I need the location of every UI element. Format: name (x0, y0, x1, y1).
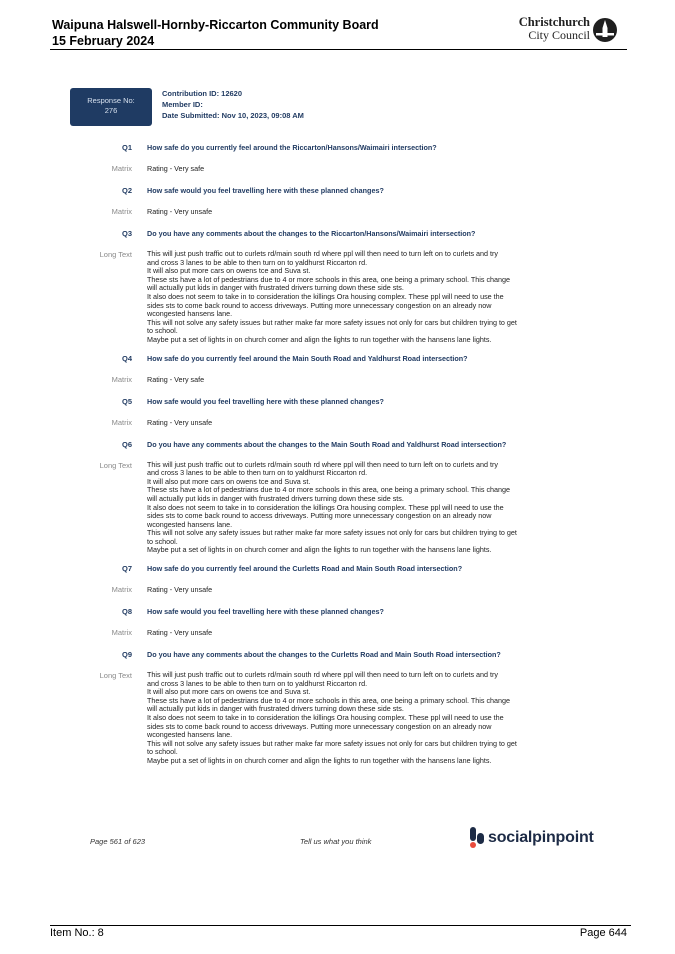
comment-line: This will not solve any safety issues but rather make far more safety issues not only for cars but children trying to get (147, 738, 517, 748)
comment-line: Maybe put a set of lights in on church corner and align the lights to run together with the hansens lane lights. (147, 756, 492, 765)
question-list (60, 140, 620, 772)
comment-text (147, 671, 587, 766)
comment-line: It also does not seem to take in to consideration the killings Ora housing complex. These ppl will need to use the (147, 713, 504, 723)
question-text: Do you have any comments about the changes to the Riccarton/Hansons/Waimairi intersection? (147, 229, 476, 238)
answer-type: Matrix (111, 585, 132, 595)
comment-line: It also does not seem to take in to consideration the killings Ora housing complex. These ppl will need to use the (147, 291, 504, 301)
question-row (60, 604, 620, 626)
question-text: Do you have any comments about the changes to the Main South Road and Yaldhurst Road intersection? (147, 439, 507, 449)
date-label: Date Submitted: (162, 111, 220, 120)
question-text: How safe would you feel travelling here with these planned changes? (147, 396, 384, 406)
answer-type: Matrix (111, 628, 132, 638)
member-label: Member ID: (162, 100, 203, 109)
item-number: Item No.: 8 (50, 927, 104, 939)
comment-line: This will just push traffic out to curlets rd/main south rd where ppl will then need to turn left on to curlets and try (147, 459, 499, 469)
date-submitted: Nov 10, 2023, 09:08 AM (221, 111, 304, 120)
comment-line: and cross 3 lanes to be able to then turn on to yaldhurst Riccarton rd. (147, 257, 368, 267)
comment-line: wcongested hansens lane. (147, 309, 233, 319)
comment-line: These sts have a lot of pedestrians due to 4 or more schools in this area, one being a primary school. This change (147, 485, 511, 495)
comment-line: wcongested hansens lane. (147, 730, 233, 740)
answer-type: Long Text (99, 671, 132, 681)
board-title: Waipuna Halswell-Hornby-Riccarton Community Board (52, 18, 379, 32)
logo-line2: City Council (528, 28, 590, 42)
answer-value: Rating - Very safe (147, 374, 205, 384)
question-text: Do you have any comments about the changes to the Curletts Road and Main South Road intersection? (147, 650, 501, 660)
meeting-date: 15 February 2024 (52, 34, 155, 48)
long-text-row (60, 248, 620, 351)
response-label: Response No: (87, 96, 135, 105)
socialpinpoint-logo (470, 826, 594, 850)
answer-row (60, 583, 620, 604)
comment-line: sides sts to come back round to access driveways. Putting more unnecessary congestion on an already now (147, 511, 492, 521)
cathedral-icon (592, 17, 618, 43)
question-row (60, 437, 620, 459)
comment-line: to school. (147, 536, 178, 546)
question-text: How safe do you currently feel around the Curletts Road and Main South Road intersection? (147, 564, 463, 574)
answer-row (60, 416, 620, 437)
long-text-row (60, 669, 620, 772)
comment-line: This will just push traffic out to curlets rd/main south rd where ppl will then need to turn left on to curlets and try (147, 670, 499, 680)
answer-type: Matrix (111, 417, 132, 427)
comment-line: sides sts to come back round to access driveways. Putting more unnecessary congestion on an already now (147, 721, 492, 731)
contribution-id: 12620 (221, 89, 243, 98)
comment-line: It also does not seem to take in to consideration the killings Ora housing complex. These ppl will need to use the (147, 502, 504, 512)
question-row (60, 226, 620, 248)
question-number: Q8 (121, 607, 132, 617)
answer-row (60, 626, 620, 647)
question-text: How safe do you currently feel around the Riccarton/Hansons/Waimairi intersection? (147, 143, 437, 152)
question-row (60, 647, 620, 669)
question-row (60, 183, 620, 205)
comment-text (147, 250, 587, 345)
question-text: How safe do you currently feel around the Main South Road and Yaldhurst Road intersection? (147, 353, 468, 363)
comment-line: will actually put kids in danger with frustrated drivers turning down these side sts. (147, 493, 404, 503)
answer-row (60, 162, 620, 183)
comment-line: will actually put kids in danger with frustrated drivers turning down these side sts. (147, 283, 404, 293)
answer-value: Rating - Very unsafe (147, 628, 213, 638)
question-number: Q1 (121, 143, 132, 152)
comment-line: and cross 3 lanes to be able to then turn on to yaldhurst Riccarton rd. (147, 678, 368, 688)
question-row (60, 561, 620, 583)
question-number: Q2 (121, 186, 132, 195)
comment-line: Maybe put a set of lights in on church corner and align the lights to run together with the hansens lane lights. (147, 334, 492, 344)
brand-name: socialpinpoint (488, 829, 594, 846)
council-logo (516, 16, 620, 44)
question-row (60, 351, 620, 373)
comment-line: to school. (147, 747, 178, 757)
answer-type: Matrix (111, 164, 132, 173)
comment-line: These sts have a lot of pedestrians due to 4 or more schools in this area, one being a primary school. This change (147, 695, 511, 705)
page-number: Page 644 (579, 927, 627, 939)
answer-value: Rating - Very safe (147, 164, 205, 173)
contribution-label: Contribution ID: (162, 89, 220, 98)
question-text: How safe would you feel travelling here with these planned changes? (147, 186, 384, 195)
comment-text (147, 461, 587, 556)
logo-line1: Christchurch (518, 15, 590, 29)
tagline: Tell us what you think (300, 837, 372, 846)
comment-line: This will not solve any safety issues but rather make far more safety issues not only for cars but children trying to get (147, 528, 517, 538)
long-text-row (60, 459, 620, 562)
document-header (52, 17, 379, 49)
comment-line: This will not solve any safety issues but rather make far more safety issues not only for cars but children trying to get (147, 317, 517, 327)
question-row (60, 394, 620, 416)
comment-line: wcongested hansens lane. (147, 519, 233, 529)
response-number-badge (70, 88, 152, 126)
comment-line: It will also put more cars on owens tce and Suva st. (147, 687, 311, 697)
answer-row (60, 373, 620, 394)
question-number: Q6 (121, 439, 132, 449)
page-counter: Page 561 of 623 (90, 837, 146, 846)
submission-meta (162, 88, 304, 121)
answer-value: Rating - Very unsafe (147, 207, 213, 216)
answer-type: Matrix (111, 374, 132, 384)
question-number: Q7 (121, 564, 132, 574)
comment-line: It will also put more cars on owens tce and Suva st. (147, 476, 311, 486)
comment-line: and cross 3 lanes to be able to then turn on to yaldhurst Riccarton rd. (147, 468, 368, 478)
pin-icon (470, 827, 484, 849)
comment-line: This will just push traffic out to curlets rd/main south rd where ppl will then need to turn left on to curlets and try (147, 249, 499, 258)
comment-line: sides sts to come back round to access driveways. Putting more unnecessary congestion on an already now (147, 300, 492, 310)
answer-type: Long Text (99, 250, 132, 259)
comment-line: will actually put kids in danger with frustrated drivers turning down these side sts. (147, 704, 404, 714)
header-rule (50, 49, 627, 50)
answer-row (60, 205, 620, 226)
answer-type: Matrix (111, 207, 132, 216)
question-number: Q3 (121, 229, 132, 238)
question-number: Q5 (121, 396, 132, 406)
comment-line: It will also put more cars on owens tce and Suva st. (147, 266, 311, 276)
footer-rule (50, 925, 631, 926)
question-text: How safe would you feel travelling here with these planned changes? (147, 607, 384, 617)
answer-value: Rating - Very unsafe (147, 585, 213, 595)
answer-type: Long Text (99, 460, 132, 470)
comment-line: These sts have a lot of pedestrians due to 4 or more schools in this area, one being a primary school. This change (147, 274, 511, 284)
question-number: Q9 (121, 650, 132, 660)
comment-line: to school. (147, 326, 178, 336)
answer-value: Rating - Very unsafe (147, 417, 213, 427)
comment-line: Maybe put a set of lights in on church corner and align the lights to run together with the hansens lane lights. (147, 545, 492, 555)
question-number: Q4 (121, 353, 132, 363)
response-number: 276 (104, 106, 118, 115)
question-row (60, 140, 620, 162)
